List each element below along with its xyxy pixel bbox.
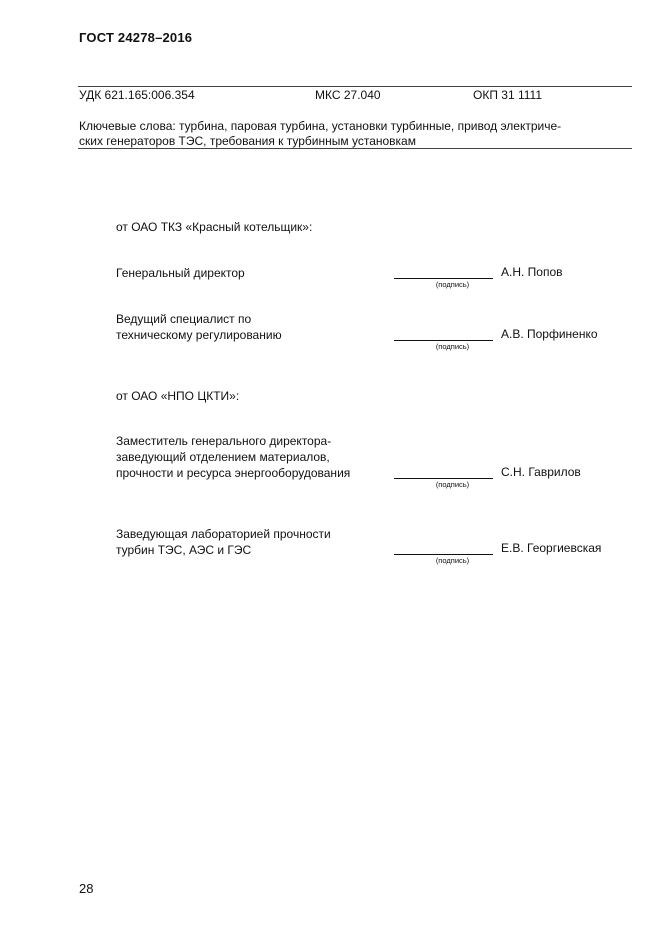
signature-line — [394, 278, 493, 279]
signature-caption: (подпись) — [435, 280, 470, 289]
signatory-name: С.Н. Гаврилов — [501, 465, 581, 479]
role-line: Ведущий специалист по — [116, 312, 252, 326]
signatory-role — [116, 526, 331, 558]
keywords-divider — [78, 148, 632, 149]
keywords-block — [79, 119, 561, 149]
signatory-name: Е.В. Георгиевская — [501, 541, 602, 555]
keywords-line: ских генераторов ТЭС, требования к турбинным установкам — [79, 134, 416, 148]
signature-caption: (подпись) — [435, 480, 470, 489]
role-line: турбин ТЭС, АЭС и ГЭС — [116, 543, 252, 557]
top-divider — [78, 86, 632, 87]
okp-code: ОКП 31 1111 — [473, 88, 542, 102]
role-line: техническому регулированию — [116, 328, 282, 342]
signatory-role — [116, 433, 350, 481]
role-line: Заместитель генерального директора- — [116, 434, 332, 448]
signatory-name: А.В. Порфиненко — [501, 327, 598, 341]
role-line: Заведующая лабораторией прочности — [116, 527, 331, 541]
standard-title: ГОСТ 24278–2016 — [79, 30, 193, 45]
organization-title: от ОАО «НПО ЦКТИ»: — [116, 389, 240, 403]
signature-caption: (подпись) — [435, 556, 470, 565]
signature-line — [394, 340, 493, 341]
organization-title: от ОАО ТКЗ «Красный котельщик»: — [116, 220, 313, 234]
signatory-name: А.Н. Попов — [501, 265, 563, 279]
page-number: 28 — [79, 881, 94, 896]
signature-caption: (подпись) — [435, 342, 470, 351]
keywords-line: Ключевые слова: турбина, паровая турбина, установки турбинные, привод электриче- — [79, 119, 562, 133]
role-line: заведующий отделением материалов, — [116, 450, 330, 464]
role-line: Генеральный директор — [116, 266, 245, 280]
udk-code: УДК 621.165:006.354 — [79, 88, 195, 102]
role-line: прочности и ресурса энергооборудования — [116, 466, 351, 480]
signature-line — [394, 554, 493, 555]
mks-code: МКС 27.040 — [315, 88, 381, 102]
signatory-role — [116, 265, 245, 281]
signatory-role — [116, 311, 282, 343]
signature-line — [394, 478, 493, 479]
